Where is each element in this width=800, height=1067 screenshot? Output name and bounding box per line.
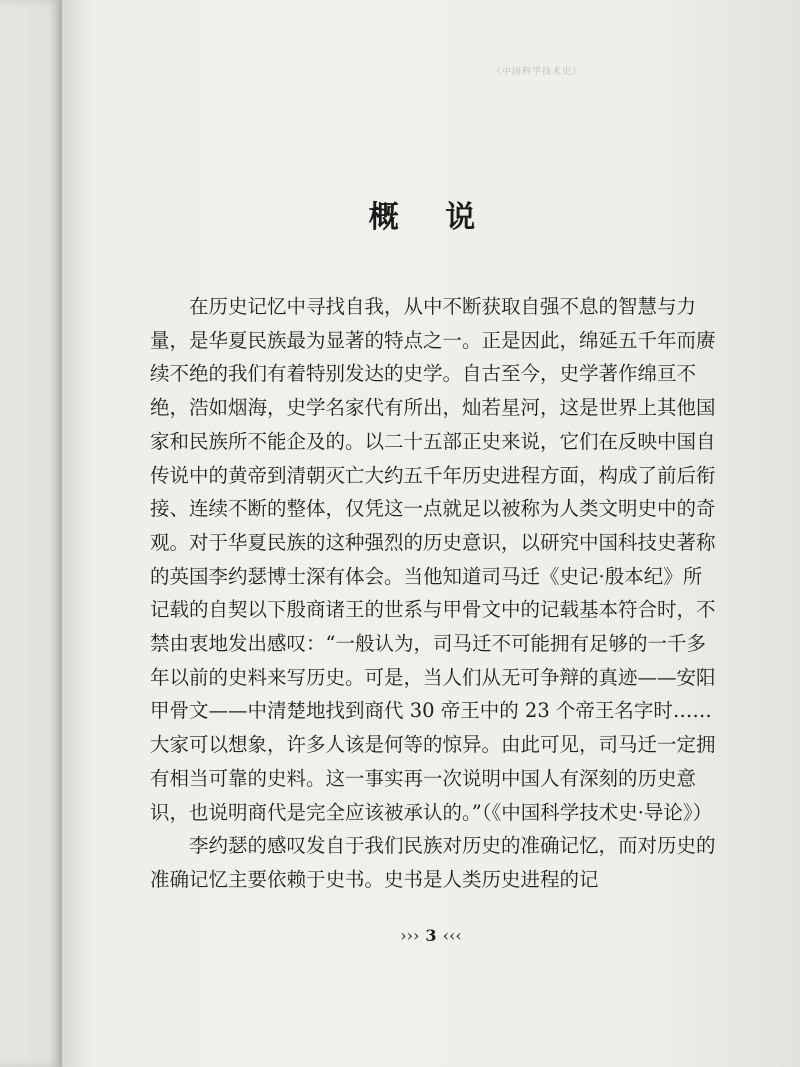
running-head: 《中国科学技术史》 [492, 67, 583, 77]
section-title: 概 说 [368, 200, 494, 235]
footer-right-marker: ‹‹‹ [442, 926, 462, 945]
left-page-edge [0, 0, 70, 1067]
page-footer [62, 926, 800, 945]
page-number: 3 [425, 926, 437, 945]
paragraph-1: 在历史记忆中寻找自我，从中不断获取自强不息的智慧与力量，是华夏民族最为显著的特点之一。正是因此，绵延五千年而赓续不绝的我们有着特别发达的史学。自古至今，史学著作绵亘不绝，浩如烟海，史学名家代有所出，灿若星河，这是世界上其他国家和民族所不能企及的。以二十五部正史来说，它们在反映中国自传说中的黄帝到清朝灭亡大约五千年历史进程方面，构成了前后衔接、连续不断的整体，仅凭这一点就足以被称为人类文明史中的奇观。对于华夏民族的这种强烈的历史意识，以研究中国科技史著称的英国李约瑟博士深有体会。当他知道司马迁《史记·殷本纪》所记载的自契以下殷商诸王的世系与甲骨文中的记载基本符合时，不禁由衷地发出感叹：“一般认为，司马迁不可能拥有足够的一千多年以前的史料来写历史。可是，当人们从无可争辩的真迹——安阳甲骨文——中清楚地找到商代 30 帝王中的 23 个帝王名字时……大家可以想象，许多人该是何等的惊异。由此可见，司马迁一定拥有相当可靠的史料。这一事实再一次说明中国人有深刻的历史意识，也说明商代是完全应该被承认的。”（《中国科学技术史·导论》） [150, 295, 716, 824]
footer-left-marker: ››› [400, 926, 420, 945]
book-page [62, 0, 800, 1067]
body-text [150, 290, 718, 897]
paragraph-2: 李约瑟的感叹发自于我们民族对历史的准确记忆，而对历史的准确记忆主要依赖于史书。史书是人类历史进程的记 [150, 834, 716, 891]
